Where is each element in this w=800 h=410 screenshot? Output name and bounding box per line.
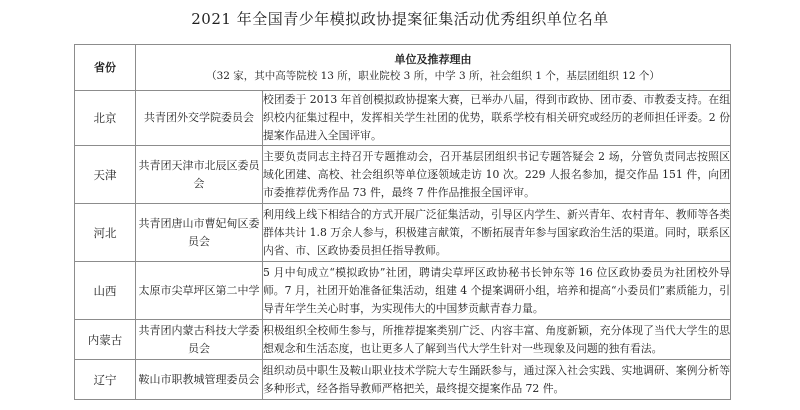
unit-cell: 共青团外交学院委员会 [136,91,263,146]
table-row [75,91,731,146]
province-cell: 北京 [75,91,136,146]
unit-cell: 共青团唐山市曹妃甸区委员会 [136,204,263,262]
reason-cell: 校团委于 2013 年首创模拟政协提案大赛，已举办八届，得到市政协、团市委、市教委支持。在组织校内征集过程中，发挥相关学生社团的优势，联系学校有相关研究或经历的老师担任评委。2 份提案作品进入全国评审。 [263,91,731,146]
unit-cell: 太原市尖草坪区第二中学 [136,262,263,320]
page-title: 2021 年全国青少年模拟政协提案征集活动优秀组织单位名单 [191,10,609,28]
province-cell: 天津 [75,146,136,204]
unit-cell: 鞍山市职教城管理委员会 [136,360,263,400]
header-unit-cell [136,45,731,91]
province-cell: 河北 [75,204,136,262]
province-cell: 内蒙古 [75,320,136,360]
table-header-row [75,45,731,91]
organization-table [74,44,731,400]
table-row [75,204,731,262]
unit-cell: 共青团天津市北辰区委员会 [136,146,263,204]
header-unit-title: 单位及推荐理由 [394,52,472,66]
unit-cell: 共青团内蒙古科技大学委员会 [136,320,263,360]
header-counts: （32 家，其中高等院校 13 所，职业院校 3 所，中学 3 所，社会组织 1 个，基层团组织 12 个） [206,69,660,82]
province-cell: 山西 [75,262,136,320]
reason-cell: 5 月中旬成立“模拟政协”社团，聘请尖草坪区政协秘书长钟东等 16 位区政协委员为社团校外导师。7 月，社团开始准备征集活动，组建 4 个提案调研小组，培养和提高“小委员们”素质能力，引导青年学生关心时事，为实现伟大的中国梦贡献青春力量。 [263,262,731,320]
reason-cell: 利用线上线下相结合的方式开展广泛征集活动，引导区内学生、新兴青年、农村青年、教师等各类群体共计 1.8 万余人参与，积极建言献策，不断拓展青年参与国家政治生活的渠道。同时，联系区内省、市、区政协委员担任指导教师。 [263,204,731,262]
table-row [75,146,731,204]
table-row [75,320,731,360]
table-row [75,360,731,400]
reason-cell: 主要负责同志主持召开专题推动会，召开基层团组织书记专题答疑会 2 场，分管负责同志按照区域化团建、高校、社会组织等单位逐领域走访 10 次。229 人报名参加，提交作品 151 件，向团市委推荐优秀作品 73 件，最终 7 件作品推报全国评审。 [263,146,731,204]
reason-cell: 积极组织全校师生参与，所推荐提案类别广泛、内容丰富、角度新颖，充分体现了当代大学生的思想观念和生活态度，也让更多人了解到当代大学生针对一些现象及问题的独有看法。 [263,320,731,360]
reason-cell: 组织动员中职生及鞍山职业技术学院大专生踊跃参与，通过深入社会实践、实地调研、案例分析等多种形式，经各指导教师严格把关，最终提交提案作品 72 件。 [263,360,731,400]
header-province: 省份 [75,45,136,91]
province-cell: 辽宁 [75,360,136,400]
table-row [75,262,731,320]
